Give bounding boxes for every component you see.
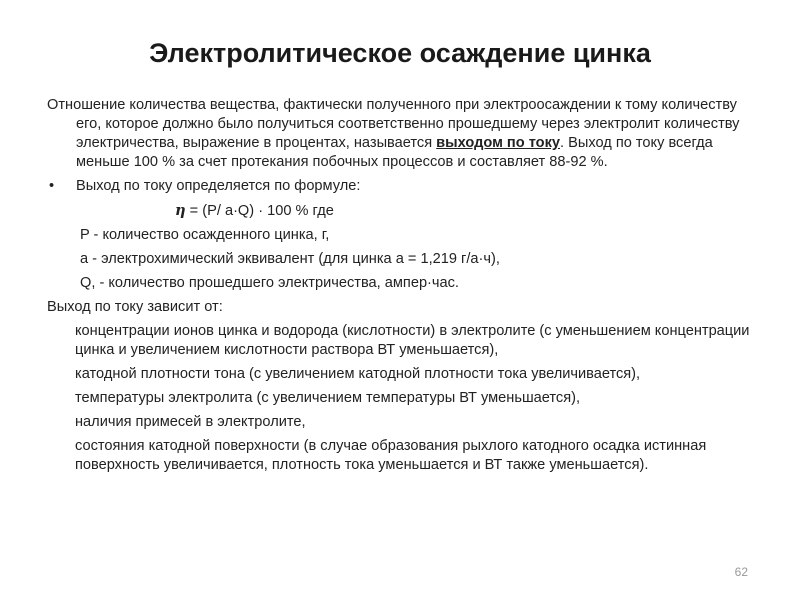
factor-item (47, 413, 759, 432)
factor-item (47, 322, 759, 360)
formula-bullet (47, 177, 759, 196)
intro-bold-term: выходом по току (436, 135, 560, 151)
intro-text-after: . Выход по току всегда меньше 100 % за счет протекания побочных процессов и составляет 88-92 %. (76, 135, 713, 170)
page-number: 62 (734, 565, 748, 579)
formula-expression: = (P/ a·Q) · 100 % где (185, 203, 334, 219)
depends-heading: Выход по току зависит от: (47, 299, 223, 315)
intro-paragraph (47, 96, 759, 172)
factor-item (47, 365, 759, 384)
definition-a: a - электрохимический эквивалент (для цинка a = 1,219 г/а·ч), (80, 251, 500, 267)
slide-body (47, 96, 759, 480)
factor-text: состояния катодной поверхности (в случае образования рыхлого катодного осадка истинная поверхность увеличивается, плотность тока уменьшается и ВТ также уменьшается). (75, 438, 707, 473)
factor-item (47, 437, 759, 475)
formula-line (47, 201, 759, 221)
bullet-marker: • (49, 178, 55, 194)
bullet-text: Выход по току определяется по формуле: (76, 178, 361, 194)
definition-q: Q, - количество прошедшего электричества, ампер·час. (80, 275, 459, 291)
factor-item (47, 389, 759, 408)
intro-text-before: Отношение количества вещества, фактически полученного при электроосаждении к тому количеству его, которое должно было получиться соответственно прошедшему через электролит количеству электричества, выражение в процентах, называется (47, 97, 740, 151)
factor-text: катодной плотности тона (с увеличением катодной плотности тока увеличивается), (75, 366, 641, 382)
factor-text: наличия примесей в электролите, (75, 414, 306, 430)
factor-text: концентрации ионов цинка и водорода (кислотности) в электролите (с уменьшением концентрации цинка и увеличением кислотности раствора ВТ уменьшается), (75, 323, 750, 358)
slide-title: Электролитическое осаждение цинка (149, 38, 651, 68)
formula-symbol: η (175, 202, 186, 219)
factor-text: температуры электролита (с увеличением температуры ВТ уменьшается), (75, 390, 581, 406)
definition-p: P - количество осажденного цинка, г, (80, 227, 330, 243)
